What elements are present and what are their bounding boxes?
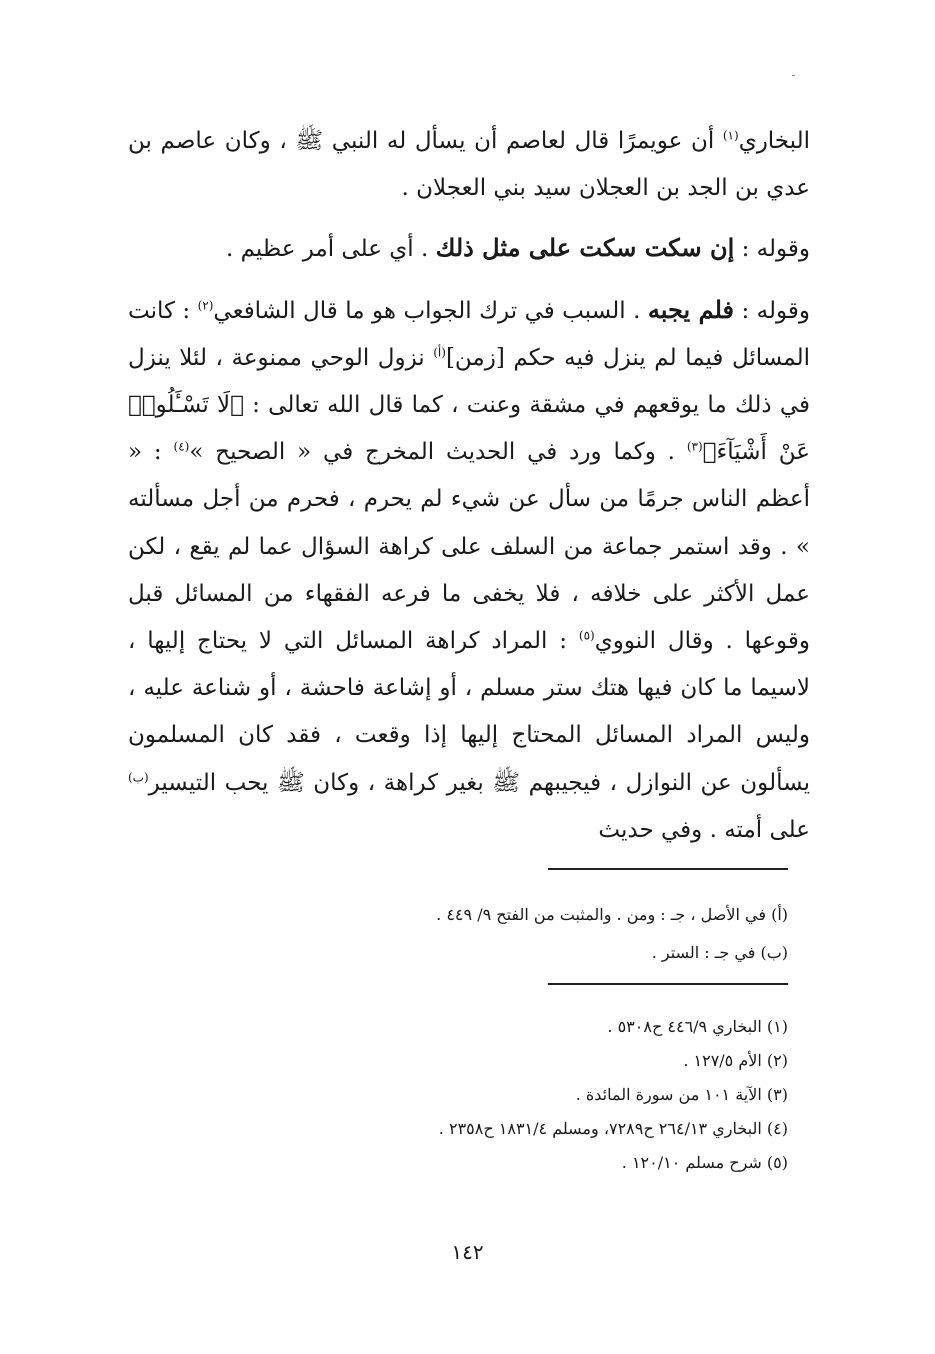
variant-note: (أ) في الأصل ، جـ : ومن . والمثبت من الفتح ٩/ ٤٤٩ .: [436, 905, 788, 924]
text-run: . السبب في ترك الجواب هو ما قال الشافعي: [213, 297, 648, 324]
paragraph-3: [128, 286, 810, 854]
variant-notes-divider: [548, 868, 788, 870]
footnote-ref-4[interactable]: (٤): [173, 439, 190, 454]
footnotes: [148, 1010, 788, 1180]
footnote: (١) البخاري ٤٤٦/٩ ح٥٣٠٨ .: [607, 1017, 788, 1036]
text-run: وقوله :: [734, 236, 810, 263]
page-number: ١٤٢: [451, 1240, 484, 1264]
main-text: [128, 118, 810, 854]
scan-speck: [792, 75, 795, 76]
footnote-ref-2[interactable]: (٢): [197, 297, 214, 312]
variant-notes: [148, 896, 788, 972]
footnote: (٢) الأم ١٢٧/٥ .: [683, 1051, 788, 1070]
text-run: . أي على أمر عظيم .: [225, 236, 436, 263]
text-run: : كانت المسائل فيما لم ينزل فيه حكم [زمن]: [128, 297, 810, 371]
text-run: البخاري: [738, 128, 810, 154]
footnotes-divider: [548, 983, 788, 985]
footnote: (٤) البخاري ٢٦٤/١٣ ح٧٢٨٩، ومسلم ١٨٣١/٤ ح٢٣٥٨ .: [438, 1119, 788, 1138]
quoted-phrase: فلم يجبه: [647, 294, 735, 324]
footnote-ref-5[interactable]: (٥): [578, 628, 595, 643]
footnote-ref-1[interactable]: (١): [722, 128, 739, 143]
variant-note: (ب) في جـ : الستر .: [651, 943, 788, 962]
variant-ref-b[interactable]: (ب): [128, 769, 149, 784]
text-run: أن عويمرًا قال لعاصم أن يسأل له النبي ﷺ ، وكان عاصم بن عدي بن الجد بن العجلان سيد بني العجلان .: [128, 128, 810, 202]
quoted-phrase: إن سكت سكت على مثل ذلك: [435, 233, 735, 263]
text-run: : المراد كراهة المسائل التي لا يحتاج إليها ، لاسيما ما كان فيها هتك ستر مسلم ، أو إشاعة فاحشة ، أو شناعة عليه ، وليس المراد المسائل المحتاج إليها إذا وقعت ، فقد كان المسلمون يسألون عن النوازل ، فيجيبهم ﷺ بغير كراهة ، وكان ﷺ يحب التيسير: [128, 628, 810, 796]
text-run: . وكما ورد في الحديث المخرج في « الصحيح »: [189, 439, 687, 466]
footnote: (٥) شرح مسلم ١٢٠/١٠ .: [621, 1153, 788, 1172]
text-run: على أمته . وفي حديث: [598, 816, 810, 843]
paragraph-2: [128, 224, 810, 273]
footnote-ref-3[interactable]: (٣): [686, 439, 703, 454]
footnote: (٣) الآية ١٠١ من سورة المائدة .: [575, 1085, 788, 1104]
paragraph-1: [128, 118, 810, 212]
text-run: نزول الوحي ممنوعة ، لئلا ينزل في ذلك ما يوقعهم في مشقة وعنت ، كما قال الله تعالى : ﴿لَا تَسْـَٔلُوا۟ عَنْ أَشْيَآءَ﴾: [128, 344, 810, 466]
text-run: : « أعظم الناس جرمًا من سأل عن شيء لم يحرم ، فحرم من أجل مسألته » . وقد استمر جماعة من السلف على كراهة السؤال عما لم يقع ، لكن عمل الأكثر على خلافه ، فلا يخفى ما فرعه الفقهاء من المسائل قبل وقوعها . وقال النووي: [128, 439, 810, 655]
variant-ref-a[interactable]: (أ): [433, 345, 446, 360]
text-run: وقوله :: [734, 297, 810, 324]
